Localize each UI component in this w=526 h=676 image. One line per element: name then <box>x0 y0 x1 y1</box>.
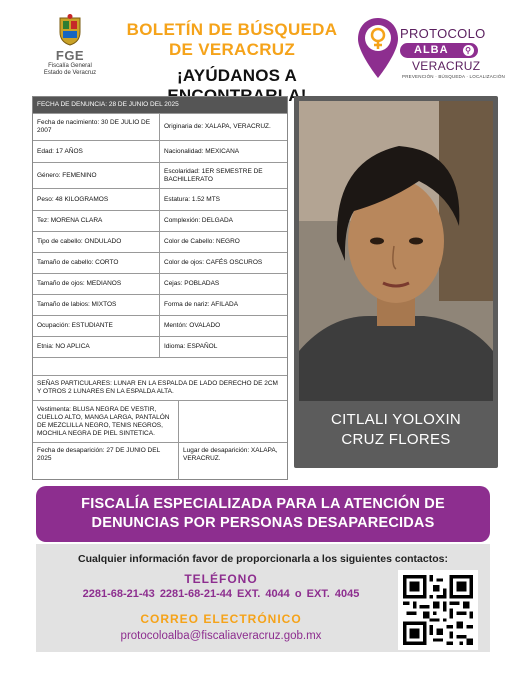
contact-intro: Cualquier información favor de proporcionarla a los siguientes contactos: <box>78 553 448 565</box>
gender: Género: FEMENINO <box>33 163 160 188</box>
alba-tagline: PREVENCIÓN · BÚSQUEDA · LOCALIZACIÓN <box>402 74 505 79</box>
qr-code-icon[interactable] <box>398 570 478 650</box>
phone-label: TELÉFONO <box>184 572 258 586</box>
email-label: CORREO ELECTRÓNICO <box>140 612 302 626</box>
person-name-line2: CRUZ FLORES <box>341 431 451 448</box>
table-row <box>33 163 287 189</box>
ethnicity: Etnia: NO APLICA <box>33 337 160 357</box>
person-name <box>299 410 493 450</box>
origin: Originaria de: XALAPA, VERACRUZ. <box>164 123 271 130</box>
protocolo-alba-logo <box>356 16 505 80</box>
table-row <box>33 443 287 480</box>
photo-card <box>294 96 498 468</box>
fge-name-line2: Estado de Veracruz <box>43 70 97 76</box>
hair-type: Tipo de cabello: ONDULADO <box>33 232 160 252</box>
table-row <box>33 295 287 316</box>
hair-length: Tamaño de cabello: CORTO <box>33 253 160 273</box>
table-row <box>33 337 287 358</box>
alba-veracruz-text: VERACRUZ <box>412 59 481 73</box>
clothing: Vestimenta: BLUSA NEGRA DE VESTIR, CUELLO ALTO, MANGA LARGA, PANTALÓN DE MEZCLILLA NEGRO, TENIS NEGROS, MOCHILA NEGRA DE PIEL SINTETICA. <box>33 401 179 442</box>
alba-protocolo-text: PROTOCOLO <box>400 26 486 41</box>
disappearance-date: Fecha de desaparición: 27 DE JUNIO DEL 2025 <box>33 443 179 480</box>
email-link[interactable]: protocoloalba@fiscaliaveracruz.gob.mx <box>120 630 322 642</box>
birth-date: Fecha de nacimiento: 30 DE JULIO DE 2007 <box>33 114 160 140</box>
age: Edad: 17 AÑOS <box>33 141 160 162</box>
alba-pill-label: ALBA <box>414 44 449 56</box>
occupation: Ocupación: ESTUDIANTE <box>33 316 160 336</box>
person-name-line1: CITLALI YOLOXIN <box>330 411 462 428</box>
lip-size: Tamaño de labios: MIXTOS <box>33 295 160 315</box>
build: Complexión: DELGADA <box>164 217 233 224</box>
table-row <box>33 232 287 253</box>
language: Idioma: ESPAÑOL <box>164 343 218 350</box>
table-header-row <box>33 97 287 114</box>
banner-line1: FISCALÍA ESPECIALIZADA PARA LA ATENCIÓN DE <box>81 496 445 512</box>
report-date: FECHA DE DENUNCIA: 28 DE JUNIO DEL 2025 <box>37 101 179 108</box>
title-line1: BOLETÍN DE BÚSQUEDA <box>126 20 338 39</box>
chin: Mentón: OVALADO <box>164 322 221 329</box>
eyebrows: Cejas: POBLADAS <box>164 280 220 287</box>
personal-details-table <box>32 96 288 480</box>
missing-person-photo <box>299 101 493 401</box>
contact-section <box>36 544 490 652</box>
fge-logo <box>40 14 100 77</box>
particular-marks: SEÑAS PARTICULARES: LUNAR EN LA ESPALDA DE LADO DERECHO DE 2CM Y OTROS 2 LUNARES EN LA ESPALDA ALTA. <box>37 380 278 395</box>
table-row <box>33 211 287 232</box>
table-row <box>33 141 287 163</box>
title-line2: DE VERACRUZ <box>168 40 296 59</box>
table-row <box>33 401 287 443</box>
table-row <box>33 189 287 211</box>
table-spacer-row <box>33 358 287 376</box>
weight: Peso: 48 KILOGRAMOS <box>33 189 160 210</box>
nose-shape: Forma de nariz: AFILADA <box>164 301 239 308</box>
eye-color: Color de ojos: CAFÉS OSCUROS <box>164 259 263 266</box>
nationality: Nacionalidad: MEXICANA <box>164 147 240 155</box>
phone-numbers[interactable]: 2281-68-21-43 2281-68-21-44 EXT. 4044 o EXT. 4045 <box>82 588 360 600</box>
height: Estatura: 1.52 MTS <box>164 195 220 203</box>
table-row <box>33 114 287 141</box>
skin-tone: Tez: MORENA CLARA <box>33 211 160 231</box>
table-row <box>33 376 287 401</box>
agency-banner <box>36 486 490 542</box>
coat-of-arms-icon <box>57 14 83 46</box>
alba-pill <box>400 43 478 58</box>
table-row <box>33 274 287 295</box>
bulletin-subtitle: ¡AYÚDANOS A <box>177 66 297 85</box>
disappearance-place: Lugar de desaparición: XALAPA, VERACRUZ. <box>183 447 278 462</box>
fge-abbreviation: FGE <box>55 48 85 63</box>
schooling: Escolaridad: 1ER SEMESTRE DE BACHILLERATO <box>164 167 263 183</box>
search-icon: ⚲ <box>463 45 474 56</box>
eye-size: Tamaño de ojos: MEDIANOS <box>33 274 160 294</box>
banner-line2: DENUNCIAS POR PERSONAS DESAPARECIDAS <box>91 515 435 531</box>
table-row <box>33 316 287 337</box>
location-pin-icon <box>356 16 400 80</box>
fge-name-line1: Fiscalía General <box>48 63 92 69</box>
hair-color: Color de Cabello: NEGRO <box>164 238 240 245</box>
table-row <box>33 253 287 274</box>
bulletin-title <box>112 20 352 60</box>
